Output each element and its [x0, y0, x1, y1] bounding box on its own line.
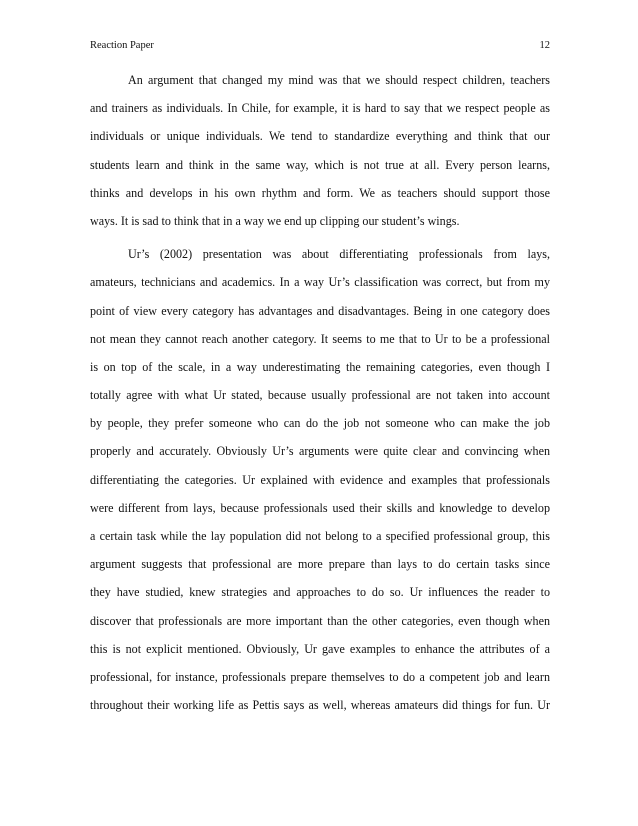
- paragraph-line: An argument that changed my mind was that we should respect children, teachers: [128, 73, 550, 87]
- paragraph-1: [90, 66, 550, 235]
- paragraph-line: discover that professionals are more important than the other categories, even though when: [90, 613, 550, 628]
- paragraph-line: argument suggests that professional are more prepare than lays to do certain tasks since: [90, 557, 550, 572]
- paragraph-line: by people, they prefer someone who can do the job not someone who can make the job: [90, 416, 550, 431]
- paragraph-line: were different from lays, because professionals used their skills and knowledge to develop: [90, 500, 550, 515]
- page-header: [90, 40, 550, 56]
- paragraph-line: throughout their working life as Pettis says as well, whereas amateurs did things for fun. Ur: [90, 698, 550, 713]
- paragraph-line: Ur’s (2002) presentation was about differentiating professionals from lays,: [128, 247, 550, 262]
- paragraph-line: is on top of the scale, in a way underestimating the remaining categories, even though I: [90, 359, 550, 374]
- paragraph-line: totally agree with what Ur stated, because usually professional are not taken into account: [90, 388, 550, 403]
- paragraph-line: professional, for instance, professionals prepare themselves to do a competent job and learn: [90, 669, 550, 684]
- running-head: Reaction Paper: [90, 40, 154, 51]
- paragraph-line: properly and accurately. Obviously Ur’s arguments were quite clear and convincing when: [90, 444, 550, 459]
- paragraph-2: [90, 240, 550, 719]
- paragraph-line: thinks and develops in his own rhythm and form. We as teachers should support those: [90, 185, 550, 200]
- paragraph-line: this is not explicit mentioned. Obviously, Ur gave examples to enhance the attributes of a: [90, 641, 550, 656]
- paragraph-line: point of view every category has advantages and disadvantages. Being in one category does: [90, 303, 550, 318]
- paragraph-line: amateurs, technicians and academics. In a way Ur’s classification was correct, but from my: [90, 275, 550, 290]
- document-body: [90, 66, 550, 719]
- paragraph-line: differentiating the categories. Ur explained with evidence and examples that professionals: [90, 472, 550, 487]
- page-number: 12: [539, 40, 550, 51]
- paragraph-line: they have studied, knew strategies and approaches to do so. Ur influences the reader to: [90, 585, 550, 600]
- paragraph-line: and trainers as individuals. In Chile, for example, it is hard to say that we respect people as: [90, 101, 550, 116]
- paragraph-line: ways. It is sad to think that in a way we end up clipping our student’s wings.: [90, 213, 460, 228]
- paragraph-line: a certain task while the lay population did not belong to a specified professional group, this: [90, 529, 550, 543]
- paragraph-line: not mean they cannot reach another category. It seems to me that to Ur to be a professional: [90, 331, 550, 346]
- paragraph-line: individuals or unique individuals. We tend to standardize everything and think that our: [90, 129, 550, 144]
- paragraph-line: students learn and think in the same way, which is not true at all. Every person learns,: [90, 157, 550, 172]
